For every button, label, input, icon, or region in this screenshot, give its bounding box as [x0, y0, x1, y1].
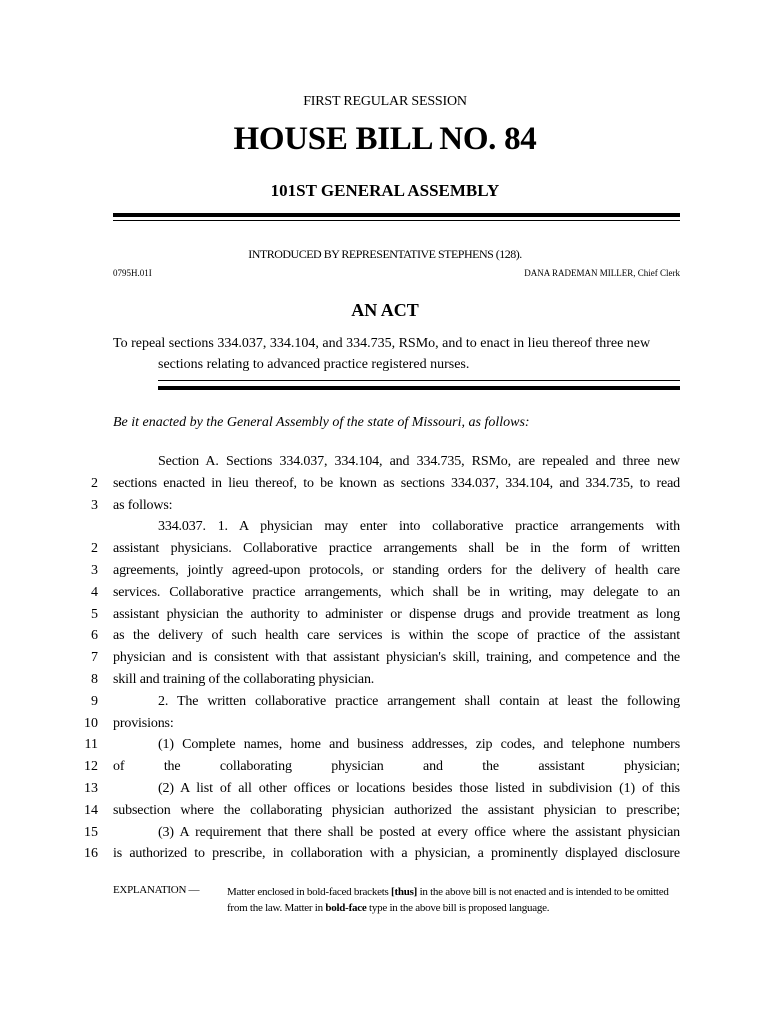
- bill-text-line: agreements, jointly agreed-upon protocols, or standing orders for the delivery of health care: [113, 563, 680, 578]
- line-number: 3: [91, 498, 98, 513]
- title-rule-thick: [158, 386, 680, 390]
- session-label: FIRST REGULAR SESSION: [303, 94, 467, 109]
- bill-text-line: provisions:: [113, 716, 174, 731]
- lr-number: 0795H.01I: [113, 268, 152, 278]
- line-number: 11: [84, 737, 98, 752]
- act-title: [113, 333, 680, 375]
- bill-text-line: as follows:: [113, 498, 173, 513]
- bill-text-line: 2. The written collaborative practice arrangement shall contain at least the following: [158, 694, 680, 709]
- bill-text-line: assistant physician the authority to administer or dispense drugs and provide treatment as long: [113, 607, 680, 622]
- an-act-heading: AN ACT: [351, 300, 419, 320]
- enacting-clause: Be it enacted by the General Assembly of the state of Missouri, as follows:: [113, 415, 530, 430]
- assembly-label: 101ST GENERAL ASSEMBLY: [270, 181, 500, 200]
- explanation-text-a: Matter enclosed in bold-faced brackets: [227, 886, 392, 898]
- bill-text-line: subsection where the collaborating physician authorized the assistant physician to prescribe;: [113, 803, 680, 818]
- line-number: [60, 516, 98, 538]
- line-number: 16: [84, 846, 98, 861]
- explanation-text-b: in the above bill is not enacted and is intended to be omitted from the law. Matter in: [227, 886, 669, 914]
- bill-text-line: is authorized to prescribe, in collaboration with a physician, a prominently displayed disclosure: [113, 846, 680, 861]
- bill-number-title: HOUSE BILL NO. 84: [233, 121, 537, 157]
- bill-text-line: sections enacted in lieu thereof, to be known as sections 334.037, 334.104, and 334.735, to read: [113, 476, 680, 491]
- header-rule-thin: [113, 220, 680, 221]
- act-title-line-1: To repeal sections 334.037, 334.104, and 334.735, RSMo, and to enact in lieu thereof three new: [113, 336, 651, 351]
- line-number: 15: [84, 825, 98, 840]
- line-number: 5: [91, 607, 98, 622]
- explanation-bracket-word: [thus]: [391, 886, 418, 898]
- line-number: 4: [91, 585, 98, 600]
- line-number: 8: [91, 672, 98, 687]
- line-number: 3: [91, 563, 98, 578]
- bill-text-line: physician and is consistent with that assistant physician's skill, training, and competence and the: [113, 650, 680, 665]
- line-number: 12: [84, 759, 98, 774]
- bill-text-line: 334.037. 1. A physician may enter into collaborative practice arrangements with: [158, 519, 680, 534]
- explanation-text: [227, 884, 682, 916]
- line-number: 2: [91, 541, 98, 556]
- bill-text-line: Section A. Sections 334.037, 334.104, and 334.735, RSMo, are repealed and three new: [158, 454, 680, 469]
- bill-text-line: skill and training of the collaborating physician.: [113, 672, 375, 687]
- line-number: 6: [91, 628, 98, 643]
- line-number: 7: [91, 650, 98, 665]
- line-number: 9: [91, 694, 98, 709]
- line-number: 13: [84, 781, 98, 796]
- explanation-label: EXPLANATION —: [113, 884, 200, 896]
- line-number: 10: [84, 716, 98, 731]
- bill-text-line: (1) Complete names, home and business addresses, zip codes, and telephone numbers: [158, 737, 680, 752]
- header-rule-thick: [113, 213, 680, 217]
- bill-text-line: as the delivery of such health care services is within the scope of practice of the assistant: [113, 628, 680, 643]
- bill-text-line: assistant physicians. Collaborative practice arrangements shall be in the form of written: [113, 541, 680, 556]
- explanation-bold-word: bold-face: [325, 902, 367, 914]
- bill-text-line: (3) A requirement that there shall be posted at every office where the assistant physician: [158, 825, 680, 840]
- bill-text-line: of the collaborating physician and the assistant physician;: [113, 759, 680, 774]
- title-rule-thin: [158, 380, 680, 381]
- act-title-line-2: sections relating to advanced practice registered nurses.: [158, 357, 470, 372]
- line-number: 14: [84, 803, 98, 818]
- bill-text-line: services. Collaborative practice arrangements, which shall be in writing, may delegate to an: [113, 585, 680, 600]
- explanation-text-c: type in the above bill is proposed language.: [366, 902, 550, 914]
- line-number: [60, 451, 98, 473]
- line-number: 2: [91, 476, 98, 491]
- bill-text-line: (2) A list of all other offices or locations besides those listed in subdivision (1) of this: [158, 781, 680, 796]
- introduced-by: INTRODUCED BY REPRESENTATIVE STEPHENS (128).: [248, 247, 522, 261]
- chief-clerk: DANA RADEMAN MILLER, Chief Clerk: [524, 268, 680, 278]
